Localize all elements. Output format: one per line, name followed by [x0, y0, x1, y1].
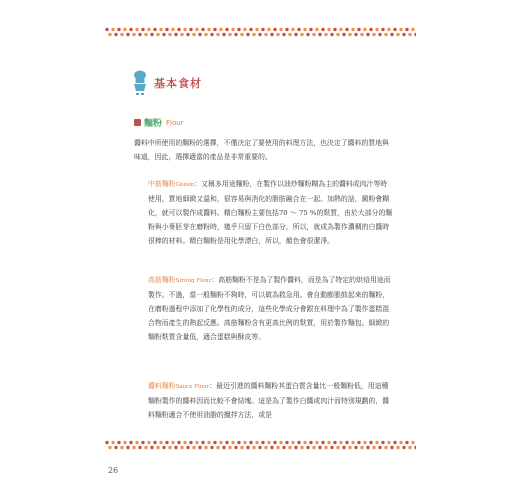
border-dot [408, 446, 411, 449]
border-dot [321, 441, 324, 444]
border-dot [258, 446, 261, 449]
border-dot [321, 28, 324, 31]
border-dot [177, 441, 180, 444]
border-dot [126, 446, 129, 449]
border-dot [369, 28, 372, 31]
border-dot [393, 28, 396, 31]
border-dot [231, 441, 234, 444]
border-dot [150, 33, 153, 36]
page-number: 26 [108, 466, 119, 475]
item-body: ：最近引進的醬料麵粉其蛋白質含量比一般麵粉低，用這種麵粉製作的醬料因而比較不會結塊。這是為了製作白醬或肉汁而特別規劃的，醬料麵粉適合不使用油脂的攪拌方法，或是 [148, 382, 390, 420]
border-dot [312, 446, 315, 449]
border-dot [189, 441, 192, 444]
border-dot [246, 446, 249, 449]
item-term: 醬料麵粉 [148, 382, 176, 390]
border-dot [216, 446, 219, 449]
border-dot [165, 28, 168, 31]
border-dot [396, 33, 399, 36]
border-dot [162, 33, 165, 36]
border-dot [411, 28, 414, 31]
border-dot [198, 33, 201, 36]
border-dot [300, 446, 303, 449]
border-dot [324, 33, 327, 36]
border-dot [378, 33, 381, 36]
border-dot [261, 441, 264, 444]
border-dot [183, 28, 186, 31]
border-dot [348, 446, 351, 449]
border-dot [393, 441, 396, 444]
border-dot [345, 441, 348, 444]
border-dot [285, 441, 288, 444]
border-dot [282, 446, 285, 449]
border-dot [114, 33, 117, 36]
border-dot [231, 28, 234, 31]
border-dot [339, 28, 342, 31]
border-dot [138, 33, 141, 36]
border-dot [402, 33, 405, 36]
border-dot [111, 441, 114, 444]
border-dot [375, 441, 378, 444]
border-dot [210, 33, 213, 36]
border-dot [330, 446, 333, 449]
border-dot [123, 28, 126, 31]
border-dot [135, 441, 138, 444]
border-dot [345, 28, 348, 31]
border-dot [333, 28, 336, 31]
border-dot [168, 33, 171, 36]
border-dot [111, 28, 114, 31]
border-dot [180, 446, 183, 449]
border-dot [348, 33, 351, 36]
border-dot [147, 28, 150, 31]
border-dot [147, 441, 150, 444]
border-dot [237, 28, 240, 31]
subsection-header [134, 116, 184, 129]
border-dot [315, 441, 318, 444]
border-dot [354, 33, 357, 36]
border-dot [153, 441, 156, 444]
border-dot [399, 441, 402, 444]
border-dot [180, 33, 183, 36]
border-dot [138, 446, 141, 449]
border-dot [117, 28, 120, 31]
border-dot [324, 446, 327, 449]
border-dot [363, 441, 366, 444]
top-dotted-border [104, 27, 416, 37]
item-term-en: Gluten [175, 182, 195, 188]
border-dot [258, 33, 261, 36]
border-dot [336, 33, 339, 36]
border-dot [144, 446, 147, 449]
border-dot [114, 446, 117, 449]
border-dot [360, 33, 363, 36]
border-dot [165, 441, 168, 444]
border-dot [309, 28, 312, 31]
border-dot [225, 441, 228, 444]
border-dot [333, 441, 336, 444]
border-dot [120, 446, 123, 449]
border-dot [294, 446, 297, 449]
border-dot [150, 446, 153, 449]
border-dot [171, 28, 174, 31]
border-dot [192, 33, 195, 36]
border-dot [117, 441, 120, 444]
border-dot [222, 446, 225, 449]
border-dot [318, 446, 321, 449]
border-dot [357, 28, 360, 31]
border-dot [171, 441, 174, 444]
border-dot [207, 28, 210, 31]
border-dot [201, 441, 204, 444]
border-dot [366, 446, 369, 449]
subsection-title-en: Flour [166, 118, 184, 127]
bottom-dotted-border [104, 440, 416, 450]
border-dot [135, 28, 138, 31]
border-dot [207, 441, 210, 444]
border-dot [174, 33, 177, 36]
border-dot [285, 28, 288, 31]
border-dot [339, 441, 342, 444]
border-dot [156, 33, 159, 36]
border-dot [216, 33, 219, 36]
border-dot [213, 28, 216, 31]
border-dot [294, 33, 297, 36]
border-dot [327, 28, 330, 31]
border-dot [162, 446, 165, 449]
border-dot [141, 441, 144, 444]
border-dot [330, 33, 333, 36]
border-dot [195, 441, 198, 444]
chef-icon [132, 70, 148, 96]
border-dot [327, 441, 330, 444]
border-dot [387, 441, 390, 444]
border-dot [123, 441, 126, 444]
border-dot [288, 33, 291, 36]
border-dot [210, 446, 213, 449]
border-dot [390, 446, 393, 449]
border-dot [291, 28, 294, 31]
border-dot [126, 33, 129, 36]
border-dot [144, 33, 147, 36]
border-dot [363, 28, 366, 31]
border-dot [246, 33, 249, 36]
border-dot [240, 33, 243, 36]
border-dot [189, 28, 192, 31]
border-dot [411, 441, 414, 444]
border-dot [267, 28, 270, 31]
border-dot [156, 446, 159, 449]
item-term-en: Sauce Flour [175, 384, 210, 390]
border-dot [273, 28, 276, 31]
border-dot [228, 33, 231, 36]
border-dot [378, 446, 381, 449]
item-term: 中筋麵粉 [148, 180, 176, 188]
border-dot [279, 441, 282, 444]
border-dot [384, 446, 387, 449]
border-dot [303, 441, 306, 444]
border-dot [384, 33, 387, 36]
border-dot [261, 28, 264, 31]
border-dot [255, 441, 258, 444]
border-dot [381, 28, 384, 31]
border-dot [243, 441, 246, 444]
item-body: ：又稱多用途麵粉，在製作以油炒麵粉糊為主的醬料或肉汁等時使用，質地細緻又溫和，很容易與消化的脂肪融合在一起。加熱的話，澱粉會糊化，就可以製作成醬料。精白麵粉主要包括70 ～ 75 %的麩質，由於大部分的麵粉與小麥胚芽在磨粉時，幾乎只留下白色部分，所以，就成為製作濃稠的白醬時很棒的材料。精白麵粉是用化學漂白，所以，顏色會很潔淨。 [148, 180, 393, 246]
border-dot [132, 446, 135, 449]
border-dot [309, 441, 312, 444]
border-dot [306, 33, 309, 36]
border-dot [342, 33, 345, 36]
border-dot [204, 446, 207, 449]
border-dot [159, 441, 162, 444]
border-dot [234, 446, 237, 449]
border-dot [390, 33, 393, 36]
flour-item-gluten [148, 177, 394, 248]
subsection-title: 麵粉 [144, 119, 163, 129]
border-dot [249, 28, 252, 31]
border-dot [297, 441, 300, 444]
flour-item-sauce [148, 379, 394, 422]
border-dot [414, 446, 416, 449]
border-dot [186, 446, 189, 449]
border-dot [105, 441, 108, 444]
border-dot [315, 28, 318, 31]
item-term: 高筋麵粉 [148, 276, 176, 284]
border-dot [213, 441, 216, 444]
border-dot [192, 446, 195, 449]
border-dot [405, 28, 408, 31]
border-dot [201, 28, 204, 31]
border-dot [222, 33, 225, 36]
border-dot [132, 33, 135, 36]
border-dot [351, 28, 354, 31]
item-body: ：高筋麵粉不是為了製作醬料，而是為了特定的烘焙用途而製作。不過，當一般麵粉不夠時，可以做為救急用。會自動膨脹鼓起來的麵粉，在磨粉過程中添加了化學性的成分，這些化學成分會跟在料理中為了製作蛋糕混合物而產生的熱起反應。高筋麵粉含有更高比例的麩質，用於製作麵包。細緻的麵粉麩質含量低，適合蛋糕與酥皮等。 [148, 276, 391, 342]
border-dot [255, 28, 258, 31]
border-dot [414, 33, 416, 36]
border-dot [372, 33, 375, 36]
section-header [132, 70, 202, 96]
border-dot [183, 441, 186, 444]
border-dot [354, 446, 357, 449]
border-dot [159, 28, 162, 31]
border-dot [174, 446, 177, 449]
border-dot [264, 33, 267, 36]
border-dot [219, 28, 222, 31]
border-dot [228, 446, 231, 449]
border-dot [366, 33, 369, 36]
border-dot [318, 33, 321, 36]
border-dot [297, 28, 300, 31]
border-dot [279, 28, 282, 31]
border-dot [153, 28, 156, 31]
border-dot [399, 28, 402, 31]
border-dot [219, 441, 222, 444]
border-dot [405, 441, 408, 444]
border-dot [129, 441, 132, 444]
border-dot [243, 28, 246, 31]
border-dot [252, 446, 255, 449]
border-dot [360, 446, 363, 449]
border-dot [198, 446, 201, 449]
border-dot [375, 28, 378, 31]
border-dot [351, 441, 354, 444]
border-dot [291, 441, 294, 444]
border-dot [267, 441, 270, 444]
border-dot [177, 28, 180, 31]
border-dot [288, 446, 291, 449]
border-dot [342, 446, 345, 449]
border-dot [357, 441, 360, 444]
border-dot [273, 441, 276, 444]
border-dot [381, 441, 384, 444]
section-title: 基本食材 [154, 77, 202, 90]
border-dot [141, 28, 144, 31]
border-dot [372, 446, 375, 449]
border-dot [387, 28, 390, 31]
border-dot [276, 446, 279, 449]
border-dot [105, 28, 108, 31]
border-dot [300, 33, 303, 36]
border-dot [270, 33, 273, 36]
border-dot [120, 33, 123, 36]
border-dot [252, 33, 255, 36]
border-dot [237, 441, 240, 444]
border-dot [168, 446, 171, 449]
intro-paragraph: 醬料中所使用的麵粉的選擇，不僅決定了要使用的料理方法，也決定了醬料的質地與味道，因此，選擇適當的產品是非常重要的。 [134, 139, 389, 162]
border-dot [306, 446, 309, 449]
border-dot [186, 33, 189, 36]
border-dot [240, 446, 243, 449]
border-dot [225, 28, 228, 31]
border-dot [408, 33, 411, 36]
border-dot [204, 33, 207, 36]
border-dot [270, 446, 273, 449]
border-dot [108, 446, 111, 449]
bullet-icon [134, 119, 141, 126]
border-dot [312, 33, 315, 36]
border-dot [369, 441, 372, 444]
border-dot [402, 446, 405, 449]
border-dot [108, 33, 111, 36]
border-dot [303, 28, 306, 31]
border-dot [282, 33, 285, 36]
border-dot [249, 441, 252, 444]
flour-item-strong [148, 273, 394, 344]
border-dot [195, 28, 198, 31]
border-dot [276, 33, 279, 36]
border-dot [396, 446, 399, 449]
border-dot [234, 33, 237, 36]
border-dot [336, 446, 339, 449]
item-term-en: Strong Flour [175, 278, 212, 284]
border-dot [264, 446, 267, 449]
border-dot [129, 28, 132, 31]
